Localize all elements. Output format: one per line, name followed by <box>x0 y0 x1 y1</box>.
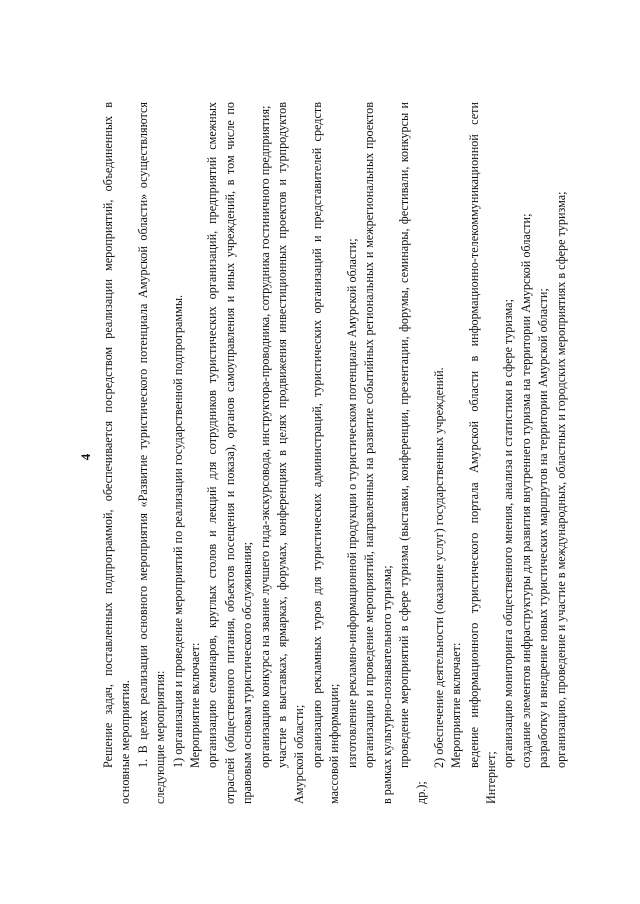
paragraph-9: организацию и проведение мероприятий, направленных на развитие событийных региональных и межрегиональных проектов в рамках культурно-познавательного туризма; <box>362 102 394 804</box>
paragraph-2: 1) организация и проведение мероприятий по реализации государственной подпрограммы. <box>170 294 185 768</box>
paragraph-10: проведение мероприятий в сфере туризма (выставки, конференции, презентации, форумы, семинары, фестивали, конкурсы и др.); <box>396 102 429 804</box>
document-body <box>100 102 570 804</box>
paragraph-3: Мероприятие включает: <box>188 642 203 768</box>
rotated-document-page <box>60 42 580 862</box>
paragraph-0: Решение задач, поставленных подпрограммой, обеспечивается посредством реализации мероприятий, объединенных в основные мероприятия. <box>101 102 133 804</box>
paragraph-15: создание элементов инфраструктуры для развития внутреннего туризма на территории Амурской области; <box>518 213 533 768</box>
paragraph-11: 2) обеспечение деятельности (оказание услуг) государственных учреждений. <box>431 367 446 768</box>
paragraph-14: организацию мониторинга общественного мнения, анализа и статистики в сфере туризма; <box>501 299 516 768</box>
paragraph-16: разработку и внедрение новых туристических маршрутов на территории Амурской области; <box>536 288 551 768</box>
paragraph-12: Мероприятие включает: <box>449 642 464 768</box>
paragraph-5: организацию конкурса на звание лучшего гида-экскурсовода, инструктора-проводника, сотрудника гостиничного предприятия; <box>257 105 272 768</box>
paragraph-7: организацию рекламных туров для туристических администраций, туристических организаций и представителей средств массовой информации; <box>309 102 342 804</box>
paragraph-6: участие в выставках, ярмарках, форумах, конференциях в целях продвижения инвестиционных проектов и турпродуктов Амурской области; <box>275 102 307 804</box>
paragraph-8: изготовление рекламно-информационной продукции о туристическом потенциале Амурской области; <box>344 238 359 768</box>
paragraph-1: 1. В целях реализации основного мероприятия «Развитие туристического потенциала Амурской области» осуществляются следующие мероприятия: <box>135 102 168 804</box>
paragraph-17: организацию, проведение и участие в международных, областных и городских мероприятиях в сфере туризма; <box>553 191 568 768</box>
paragraph-4: организацию семинаров, круглых столов и лекций для сотрудников туристических организаций, предприятий смежных отраслей (общественного питания, объектов посещения и показа), органов самоуправления и иных учреждений, в том числе по правовым основам туристического обслуживания; <box>205 102 255 804</box>
page-number: 4 <box>78 453 93 461</box>
paragraph-13: ведение информационного туристического портала Амурской области в информационно-телекоммуникационной сети Интернет; <box>466 102 498 804</box>
